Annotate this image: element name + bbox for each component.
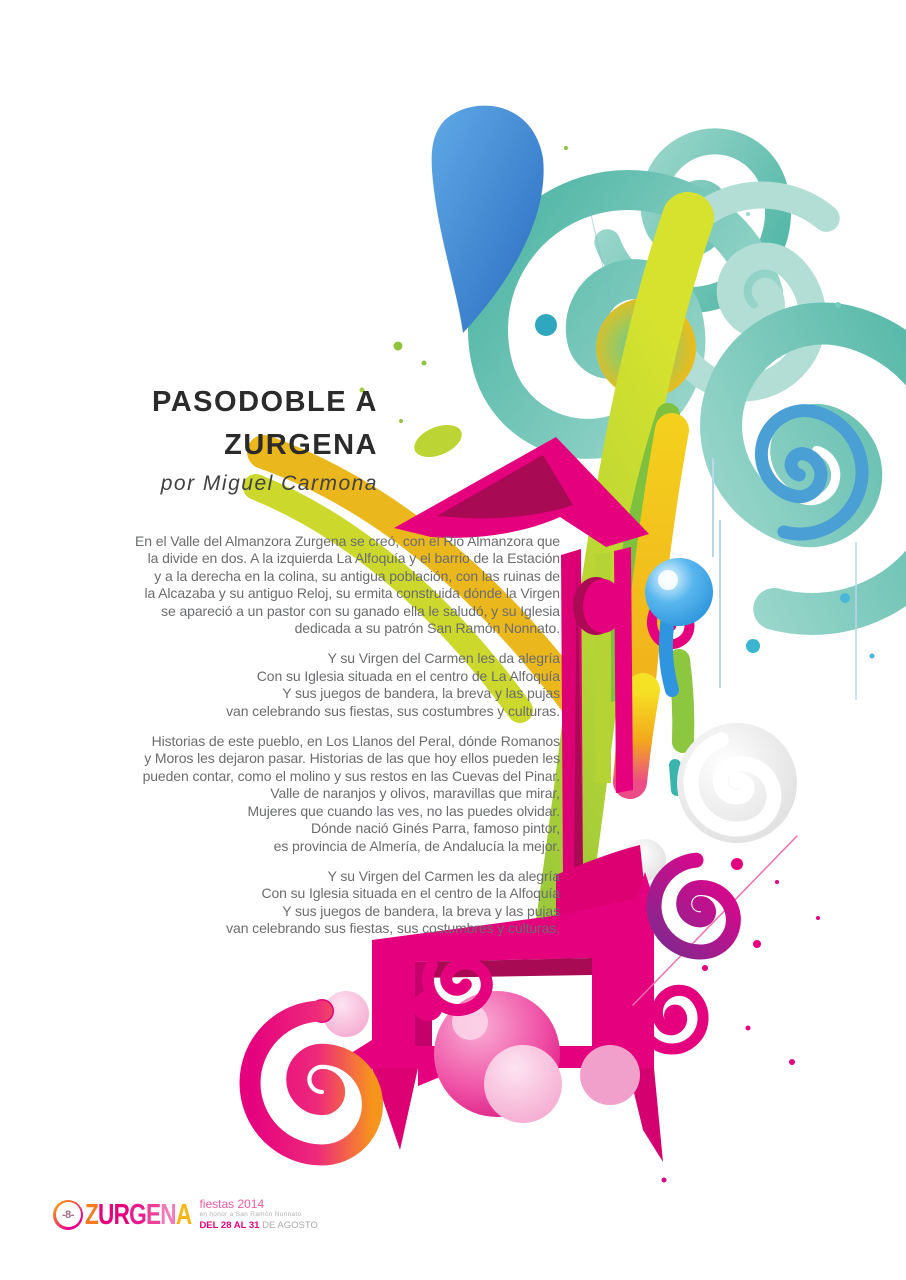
title-line-2: ZURGENA [224,429,378,461]
poem-line: dedicada a su patrón San Ramón Nonnato. [294,620,560,637]
title-line-1: PASODOBLE A [152,386,378,418]
blue-teardrop [432,106,544,333]
logo-letter: N [160,1198,176,1231]
logo-letter: U [98,1198,114,1231]
page-number-badge [53,1200,83,1230]
byline: por Miguel Carmona [160,472,378,495]
poem-line: se apareció a un pastor con su ganado ella le saludó, y su Iglesia [161,602,560,619]
poem-line: y a la derecha en la colina, su antigua población, con las ruinas de [154,567,560,584]
poem-text [135,533,560,951]
footer-text-block [199,1198,317,1231]
poem-line: Historias de este pueblo, en Los Llanos del Peral, dónde Romanos [151,733,560,750]
green-teardrop [410,419,467,464]
page-number: -8- [56,1202,81,1227]
poem-line: En el Valle del Almanzora Zurgena se creó, con el Rio Almanzora que [135,533,560,549]
poem-line: van celebrando sus fiestas, sus costumbres y culturas. [226,702,560,719]
poem-line: Con su Iglesia situada en el centro de la Alfoquía [261,885,560,902]
poem-line: y Moros les dejaron pasar. Historias de las que hoy ellos pueden les [144,750,560,767]
stanza-4 [135,868,560,938]
poem-line: pueden contar, como el molino y sus restos en las Cuevas del Pinar. [142,767,560,784]
poem-line: Dónde nació Ginés Parra, famoso pintor, [310,820,560,837]
logo-letter: A [175,1198,192,1231]
teal-dot-sphere [535,314,557,336]
zurgena-logo [85,1200,191,1230]
logo-letter: G [129,1198,146,1231]
page-footer [53,1198,318,1231]
poem-line: Y su Virgen del Carmen les da alegría [327,650,560,667]
poem-line: Y sus juegos de bandera, la breva y las pujas [282,685,560,702]
poem-line: es provincia de Almería, de Andalucía la mejor. [273,837,560,854]
stanza-2 [135,650,560,720]
poem-line: Y su Virgen del Carmen les da alegría [327,867,560,884]
stanza-3 [135,733,560,855]
poem-line: la Alcazaba y su antiguo Reloj, su ermita construida dónde la Virgen [144,585,560,602]
fiestas-label: fiestas 2014 [199,1197,265,1211]
poem-line: Y sus juegos de bandera, la breva y las pujas [282,902,560,919]
logo-letter: E [145,1198,161,1231]
poem-line: Mujeres que cuando las ves, no las puedes olvidar. [247,802,560,819]
dates-strong: DEL 28 AL 31 [199,1220,260,1231]
poem-line: Con su Iglesia situada en el centro de La Alfoquía [256,667,560,684]
poem-line: Valle de naranjos y olivos, maravillas que mirar, [270,785,560,802]
poem-line: van celebrando sus fiestas, sus costumbres y culturas. [226,920,560,937]
honor-label: en honor a San Ramón Nonnato [199,1211,302,1218]
logo-letter: Z [85,1198,99,1231]
page-title [152,381,378,497]
dates-rest: DE AGOSTO [262,1220,318,1231]
logo-letter: R [113,1198,130,1231]
stanza-1 [135,533,560,637]
dates-label [199,1220,317,1231]
poem-line: la divide en dos. A la izquierda La Alfoquía y el barrio de la Estación [147,550,560,567]
